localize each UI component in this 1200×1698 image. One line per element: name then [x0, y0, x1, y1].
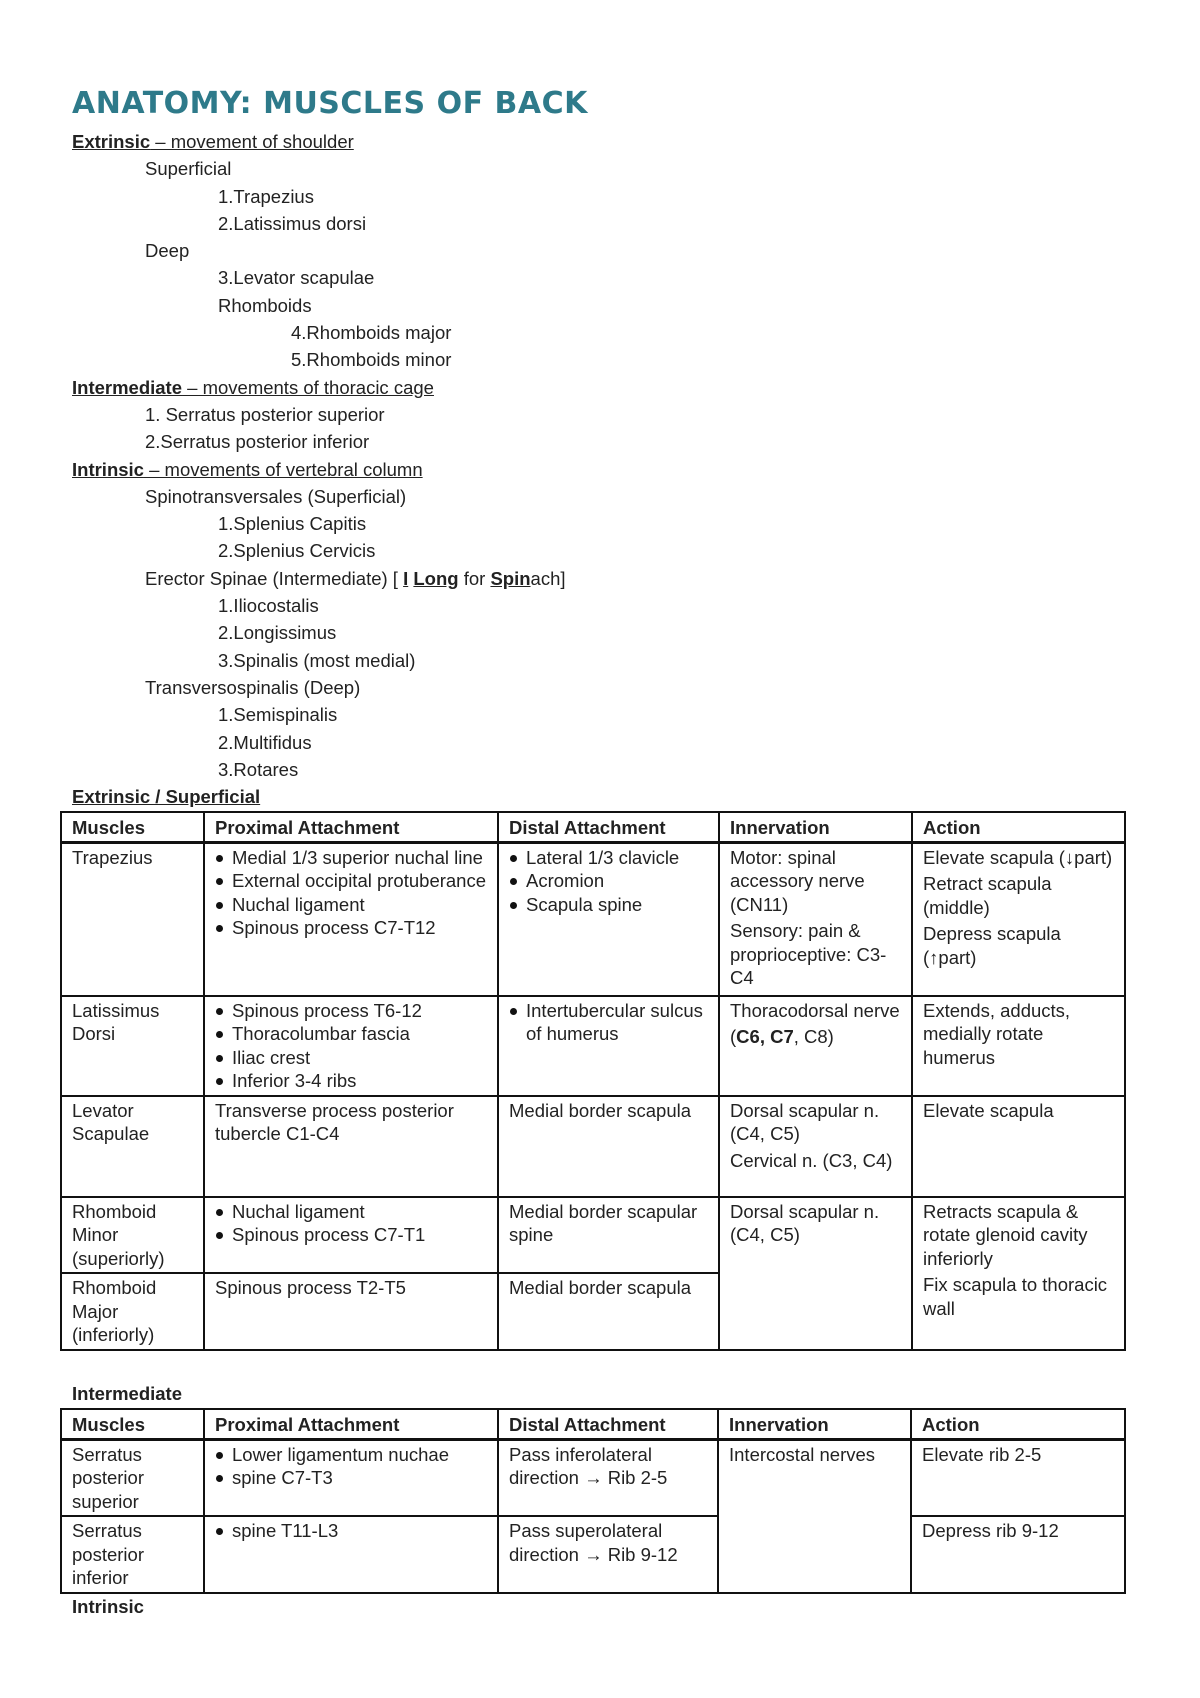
table-row — [61, 842, 1125, 996]
proximal-cell — [204, 1439, 498, 1516]
muscle-cell: Rhomboid Major (inferiorly) — [61, 1273, 204, 1350]
outline-extrinsic — [72, 128, 1122, 155]
action-cell — [912, 842, 1125, 996]
proximal-cell: Spinous process T2-T5 — [204, 1273, 498, 1350]
header-muscles: Muscles — [61, 1409, 204, 1439]
outline-superficial: Superficial — [145, 158, 232, 180]
action-retracts: Retracts scapula & rotate glenoid cavity inferiorly — [923, 1200, 1088, 1269]
action-cell — [912, 1197, 1125, 1351]
header-innervation: Innervation — [719, 812, 912, 842]
muscle-cell: Rhomboid Minor (superiorly) — [61, 1197, 204, 1274]
erector-prefix: Erector Spinae (Intermediate) [ — [145, 567, 404, 589]
erector-mnemonic-long: Long — [413, 567, 459, 589]
outline-serratus-inferior: 2.Serratus posterior inferior — [145, 431, 370, 453]
outline-trapezius: 1.Trapezius — [218, 185, 314, 207]
muscle-cell: Serratus posterior inferior — [61, 1516, 204, 1593]
innervation-sensory: Sensory: pain & proprioceptive: C3-C4 — [730, 920, 887, 988]
table-header-row — [61, 1409, 1125, 1439]
outline-erector-spinae — [72, 565, 1122, 592]
outline-levator: 3.Levator scapulae — [218, 267, 375, 289]
distal-cell: Medial border scapula — [498, 1096, 719, 1197]
outline-deep: Deep — [145, 240, 190, 262]
outline-splenius-capitis: 1.Splenius Capitis — [218, 513, 367, 535]
list-item: spine T11-L3 — [215, 1519, 487, 1543]
outline-rhomboids: Rhomboids — [218, 294, 312, 316]
table-header-row — [61, 812, 1125, 842]
erector-mnemonic-for: for — [458, 567, 491, 589]
action-fix: Fix scapula to thoracic wall — [923, 1274, 1108, 1319]
header-action: Action — [911, 1409, 1125, 1439]
muscle-cell: Trapezius — [61, 842, 204, 996]
outline-longissimus: 2.Longissimus — [218, 622, 337, 644]
outline-rhomboids-major: 4.Rhomboids major — [291, 322, 452, 344]
erector-suffix: ach] — [530, 567, 566, 589]
proximal-cell — [204, 842, 498, 996]
outline-rhomboids-minor: 5.Rhomboids minor — [291, 349, 452, 371]
erector-mnemonic-spin: Spin — [490, 567, 531, 589]
list-item: Inferior 3-4 ribs — [215, 1069, 487, 1093]
intermediate-desc: – movements of thoracic cage — [182, 376, 434, 398]
intrinsic-label: Intrinsic — [72, 458, 144, 480]
proximal-cell — [204, 996, 498, 1096]
innervation-roots-bold: C6, C7 — [736, 1026, 794, 1047]
innervation-cell — [719, 842, 912, 996]
intermediate-label: Intermediate — [72, 376, 183, 398]
header-muscles: Muscles — [61, 812, 204, 842]
action-cell: Extends, adducts, medially rotate humerus — [912, 996, 1125, 1096]
innervation-roots-rest: , C8) — [793, 1026, 834, 1047]
distal-cell: Pass inferolateral direction → Rib 2-5 — [498, 1439, 718, 1516]
muscle-outline — [72, 128, 1122, 783]
extrinsic-table — [60, 811, 1126, 1351]
list-item: Nuchal ligament — [215, 1200, 487, 1224]
outline-iliocostalis: 1.Iliocostalis — [218, 595, 319, 617]
innervation-open: ( — [730, 1026, 737, 1047]
action-cell: Elevate scapula — [912, 1096, 1125, 1197]
table-row — [61, 1197, 1125, 1274]
list-item: Lateral 1/3 clavicle — [509, 846, 708, 870]
outline-latissimus: 2.Latissimus dorsi — [218, 212, 367, 234]
outline-intrinsic — [72, 456, 1122, 483]
header-distal: Distal Attachment — [498, 812, 719, 842]
table-row — [61, 1439, 1125, 1516]
innervation-cervical: Cervical n. (C3, C4) — [730, 1149, 893, 1171]
distal-cell: Pass superolateral direction → Rib 9-12 — [498, 1516, 718, 1593]
extrinsic-label: Extrinsic — [72, 131, 151, 152]
innervation-cell: Intercostal nerves — [718, 1439, 911, 1593]
list-item: spine C7-T3 — [215, 1466, 487, 1490]
intrinsic-desc: – movements of vertebral column — [143, 458, 423, 480]
distal-cell: Medial border scapular spine — [498, 1197, 719, 1274]
action-cell: Elevate rib 2-5 — [911, 1439, 1125, 1516]
distal-cell: Medial border scapula — [498, 1273, 719, 1350]
list-item: Acromion — [509, 869, 708, 893]
innervation-nerve: Thoracodorsal nerve — [730, 999, 900, 1021]
intermediate-table — [60, 1408, 1126, 1594]
outline-transversospinalis: Transversospinalis (Deep) — [145, 676, 361, 698]
header-action: Action — [912, 812, 1125, 842]
outline-rotares: 3.Rotares — [218, 758, 299, 780]
proximal-cell — [204, 1197, 498, 1274]
intermediate-table-heading: Intermediate — [72, 1383, 183, 1404]
extrinsic-table-heading: Extrinsic / Superficial — [72, 786, 261, 807]
action-depress: Depress scapula (↑part) — [923, 923, 1061, 968]
list-item: Iliac crest — [215, 1046, 487, 1070]
list-item: Lower ligamentum nuchae — [215, 1443, 487, 1467]
list-item: Thoracolumbar fascia — [215, 1022, 487, 1046]
action-cell: Depress rib 9-12 — [911, 1516, 1125, 1593]
list-item: Spinous process C7-T1 — [215, 1223, 487, 1247]
muscle-cell: Levator Scapulae — [61, 1096, 204, 1197]
outline-splenius-cervicis: 2.Splenius Cervicis — [218, 540, 376, 562]
proximal-cell — [204, 1516, 498, 1593]
table-row — [61, 1516, 1125, 1593]
muscle-cell: Serratus posterior superior — [61, 1439, 204, 1516]
list-item: Spinous process T6-12 — [215, 999, 487, 1023]
innervation-cell — [719, 1096, 912, 1197]
proximal-cell: Transverse process posterior tubercle C1-C4 — [204, 1096, 498, 1197]
extrinsic-desc: – movement of shoulder — [150, 131, 354, 152]
outline-semispinalis: 1.Semispinalis — [218, 704, 338, 726]
header-distal: Distal Attachment — [498, 1409, 718, 1439]
header-proximal: Proximal Attachment — [204, 1409, 498, 1439]
action-elevate: Elevate scapula (↓part) — [923, 846, 1113, 868]
outline-spinalis: 3.Spinalis (most medial) — [218, 649, 416, 671]
table-row — [61, 1096, 1125, 1197]
list-item: Medial 1/3 superior nuchal line — [215, 846, 487, 870]
muscle-cell: Latissimus Dorsi — [61, 996, 204, 1096]
action-retract: Retract scapula (middle) — [923, 873, 1052, 918]
outline-serratus-superior: 1. Serratus posterior superior — [145, 403, 385, 425]
innervation-cell — [719, 996, 912, 1096]
outline-intermediate — [72, 374, 1122, 401]
innervation-motor: Motor: spinal accessory nerve (CN11) — [730, 846, 865, 915]
erector-mnemonic-i: I — [403, 567, 409, 589]
distal-cell — [498, 842, 719, 996]
innervation-cell: Dorsal scapular n. (C4, C5) — [719, 1197, 912, 1351]
page-title: ANATOMY: MUSCLES OF BACK — [72, 86, 588, 121]
header-innervation: Innervation — [718, 1409, 911, 1439]
list-item: Spinous process C7-T12 — [215, 916, 487, 940]
list-item: Nuchal ligament — [215, 893, 487, 917]
innervation-dorsal-scapular: Dorsal scapular n. (C4, C5) — [730, 1099, 880, 1144]
list-item: Scapula spine — [509, 893, 708, 917]
intrinsic-table-heading: Intrinsic — [72, 1596, 144, 1617]
list-item: External occipital protuberance — [215, 869, 487, 893]
table-row — [61, 996, 1125, 1096]
outline-multifidus: 2.Multifidus — [218, 731, 312, 753]
header-proximal: Proximal Attachment — [204, 812, 498, 842]
outline-spinotransversales: Spinotransversales (Superficial) — [145, 485, 407, 507]
list-item: Intertubercular sulcus of humerus — [509, 999, 708, 1046]
distal-cell — [498, 996, 719, 1096]
